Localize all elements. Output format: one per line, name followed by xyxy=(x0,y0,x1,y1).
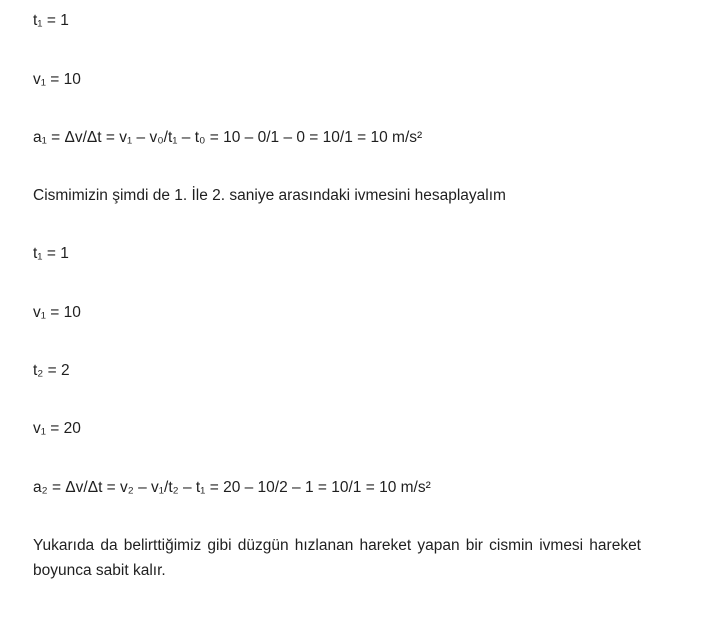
instruction-sentence: Cismimizin şimdi de 1. İle 2. saniye arasındaki ivmesini hesaplayalım xyxy=(33,187,506,204)
variable-t2-line: t₂ = 2 xyxy=(33,362,70,379)
variable-v1-20-line: v₁ = 20 xyxy=(33,420,81,437)
variable-t1-line-second: t₁ = 1 xyxy=(33,245,69,262)
acceleration-a2-formula: a₂ = Δv/Δt = v₂ – v₁/t₂ – t₁ = 20 – 10/2 – 1 = 10/1 = 10 m/s² xyxy=(33,479,431,496)
variable-v1-line: v₁ = 10 xyxy=(33,71,81,88)
conclusion-paragraph: Yukarıda da belirttiğimiz gibi düzgün hızlanan hareket yapan bir cismin ivmesi hareket boyunca sabit kalır. xyxy=(33,537,641,579)
acceleration-a1-formula: a₁ = Δv/Δt = v₁ – v₀/t₁ – t₀ = 10 – 0/1 – 0 = 10/1 = 10 m/s² xyxy=(33,129,423,146)
variable-t1-line: t₁ = 1 xyxy=(33,12,69,29)
variable-v1-line-second: v₁ = 10 xyxy=(33,304,81,321)
